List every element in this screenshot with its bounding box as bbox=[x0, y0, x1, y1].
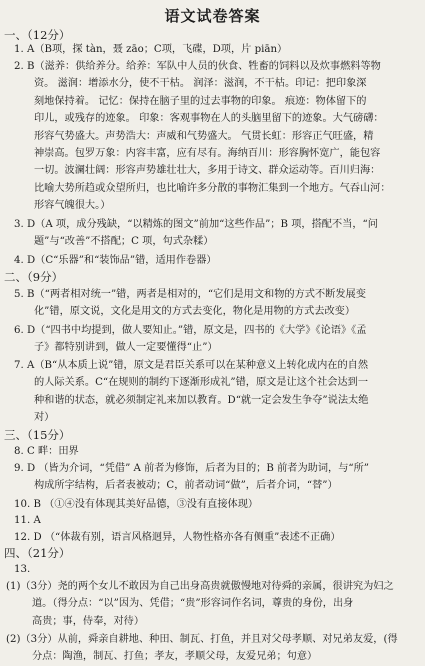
answer-line: 7. A（B“从本质上说”错，原文是君臣关系可以在某种意义上转化成内在的自然 bbox=[14, 360, 369, 371]
answer-line: 子》都特别讲到，做人一定要懂得“止”） bbox=[34, 342, 218, 354]
section-heading-1: 一、（12分） bbox=[4, 28, 71, 42]
answer-line: 2. B（滋养：供给养分。给养：军队中人员的伙食、牲畜的饲料以及炊事燃料等物 bbox=[14, 61, 381, 72]
answer-line: 形容气魄很大。） bbox=[34, 200, 111, 212]
answer-line: 对） bbox=[34, 412, 55, 424]
answer-line: 的人际关系。C“在规则的制约下逐渐形成礼”错，原文是让这个社会达到一 bbox=[34, 377, 369, 389]
answer-q12 bbox=[14, 529, 418, 546]
page-title: 语文试卷答案 bbox=[164, 7, 261, 25]
answer-q2 bbox=[14, 58, 418, 215]
answer-line: 6. D（“四书中均提到，做人要知止。”错，原文是，四书的《大学》《论语》《孟 bbox=[14, 325, 367, 336]
answer-q5 bbox=[14, 286, 418, 321]
answer-line: 题”与“改善”不搭配；C 项，句式杂糅） bbox=[34, 236, 214, 248]
answer-line: 10. B （①④没有体现其美好品德，③没有直接体现） bbox=[14, 499, 259, 510]
answer-q3 bbox=[14, 216, 418, 251]
answer-line: 化”错，原文说，文化是用文的方式去变化，物化是用物的方式去改变） bbox=[34, 306, 356, 318]
answer-line: 11. A bbox=[14, 515, 41, 526]
answer-line: (1)（3分）尧的两个女儿不敢因为自己出身高贵就傲慢地对待舜的亲属，很讲究为妇之 bbox=[6, 581, 394, 592]
answer-line: 8. C 畔：田界 bbox=[14, 446, 79, 457]
answer-line: 种和谐的状态，就必须制定礼来加以教育。D“就一定会发生争夺”说法太绝 bbox=[34, 394, 369, 406]
answer-line: 道。（得分点：“以”因为、凭借；“贵”形容词作名词，尊贵的身份，出身 bbox=[32, 598, 354, 610]
answer-line: 13. bbox=[14, 564, 31, 575]
answer-q1 bbox=[14, 41, 418, 58]
answer-line: 1. A（B项，探 tàn，聂 zāo；C项，飞碟，D项，片 piān） bbox=[14, 44, 288, 55]
answer-line: 资。 滋润：增添水分，使不干枯。 润泽：滋润，不干枯。印记：把印象深 bbox=[34, 78, 367, 90]
answer-line: 形容气势盛大。声势浩大：声威和气势盛大。 气贯长虹：形容正气旺盛，精 bbox=[34, 130, 374, 142]
answer-q6 bbox=[14, 322, 418, 357]
answer-q13-part1 bbox=[6, 578, 420, 630]
section-heading-3: 三、（15分） bbox=[4, 428, 71, 442]
section-heading-2: 二、（9分） bbox=[4, 270, 64, 284]
answer-q8 bbox=[14, 443, 418, 460]
answer-line: 9. D （皆为介词，“凭借” A 前者为修饰，后者为目的；B 前者为助词，与“所” bbox=[14, 463, 370, 474]
answer-q7 bbox=[14, 357, 418, 427]
answer-line: 3. D（A 项，成分残缺，“以精炼的图文”前加“这些作品”；B 项，搭配不当，“问 bbox=[14, 219, 378, 230]
answer-line: 构成所字结构，后者表被动；C，前者动词“做”，后者介词，“替”） bbox=[34, 480, 338, 492]
answer-line: 一切。波澜壮阔：形容声势雄壮壮大，多用于诗文、群众运动等。百川归海： bbox=[34, 165, 381, 177]
answer-line: 分点：陶渔，制瓦、打鱼；孝友，孝顺父母，友爱兄弟；句意） bbox=[32, 651, 318, 663]
answer-q13-label bbox=[14, 561, 418, 578]
answer-q13-part2 bbox=[6, 631, 420, 666]
answer-q9 bbox=[14, 460, 418, 495]
answer-line: 比喻大势所趋或众望所归，也比喻许多分散的事物汇集到一个地方。气吞山河： bbox=[34, 182, 391, 194]
answer-q10 bbox=[14, 496, 418, 513]
answer-line: 印儿，或残存的迹象。 印象：客观事物在人的头脑里留下的迹象。大气磅礴： bbox=[34, 113, 384, 125]
answer-line: 高贵；事，侍奉，对待） bbox=[32, 615, 145, 627]
answer-line: (2)（3分）从前，舜亲自耕地、种田、制瓦、打鱼，并且对父母孝顺、对兄弟友爱，(得 bbox=[6, 634, 398, 645]
answer-line: 5. B（“两者相对统一”错，两者是相对的，“它们是用文和物的方式不断发展变 bbox=[14, 289, 366, 300]
answer-line: 4. D（C“乐器”和“装饰品”错，适用作卷器） bbox=[14, 255, 217, 266]
answer-line: 12. D （“体裁有别，语言风格迥异，人物性格亦各有侧重”表述不正确） bbox=[14, 532, 341, 543]
answer-q11 bbox=[14, 512, 418, 529]
answer-q4 bbox=[14, 252, 418, 269]
answer-line: 刻地保持着。 记忆：保持在脑子里的过去事物的印象。 痕迹：物体留下的 bbox=[34, 95, 367, 107]
section-heading-4: 四、（21分） bbox=[4, 546, 71, 560]
answer-line: 神崇高。包罗万象：内容丰富，应有尽有。海纳百川：形容胸怀宽广，能包容 bbox=[34, 148, 381, 160]
